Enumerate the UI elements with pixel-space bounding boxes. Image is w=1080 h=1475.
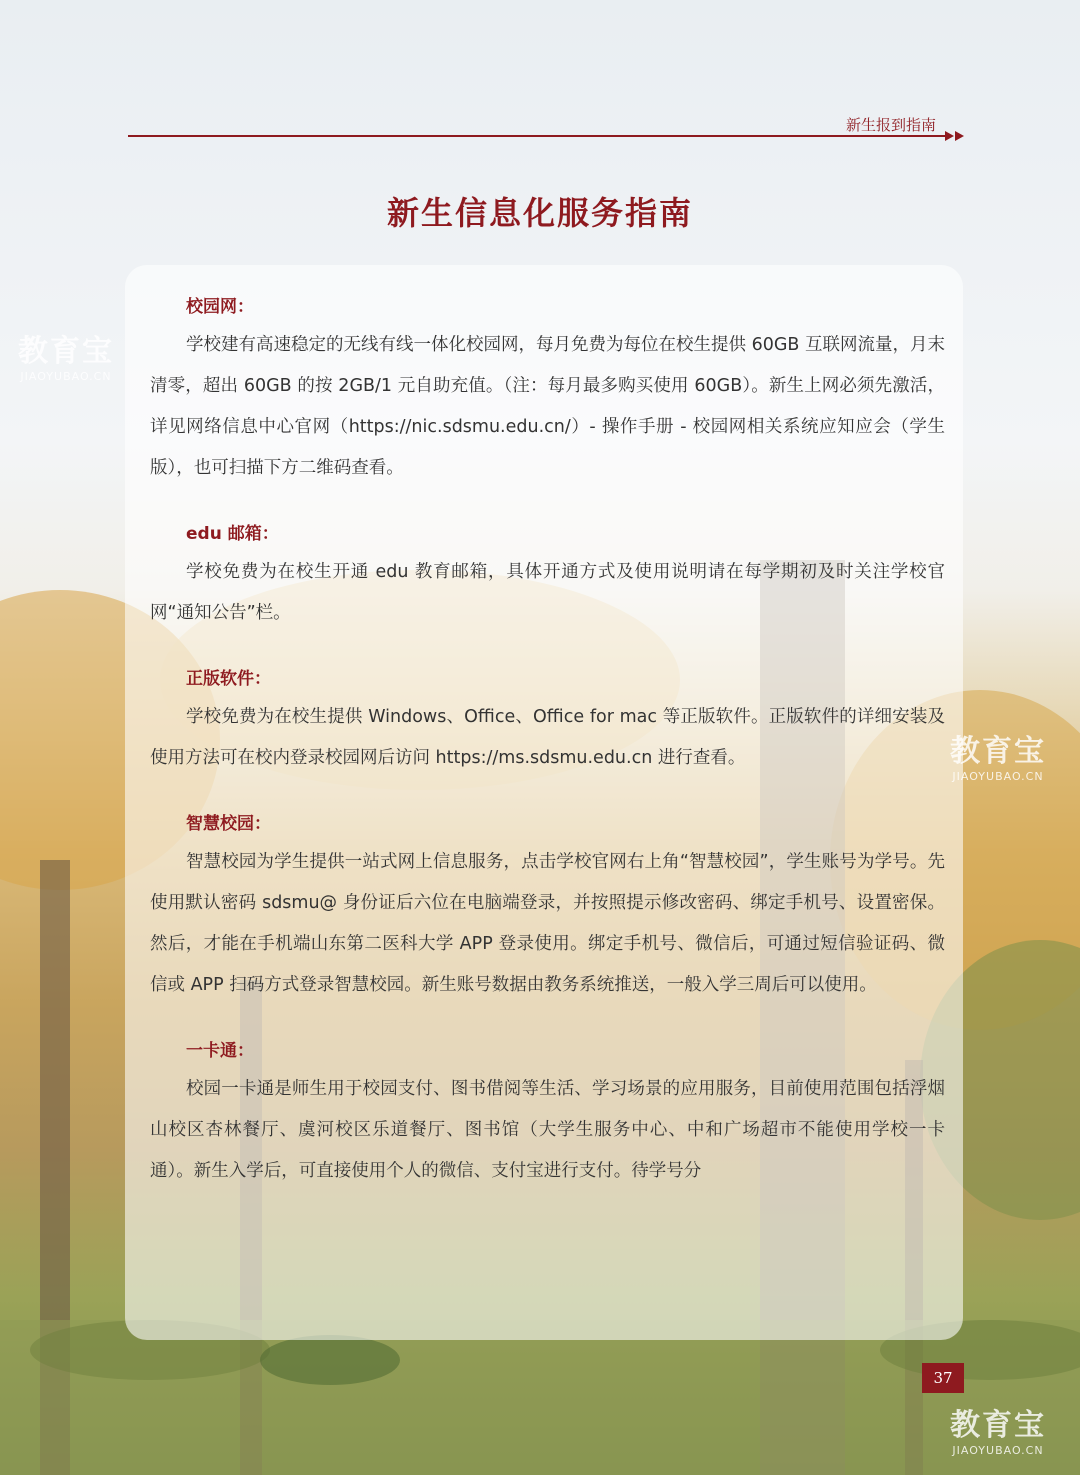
section-campus-card <box>150 1036 945 1192</box>
section-heading: 校园网： <box>186 297 254 317</box>
header-rule <box>128 135 948 137</box>
section-body: 智慧校园为学生提供一站式网上信息服务，点击学校官网右上角“智慧校园”，学生账号为学号。先使用默认密码 sdsmu@ 身份证后六位在电脑端登录，并按照提示修改密码、绑定手机号、设置密保。然后，才能在手机端山东第二医科大学 APP 登录使用。绑定手机号、微信后，可通过短信验证码、微信或 APP 扫码方式登录智慧校园。新生账号数据由教务系统推送，一般入学三周后可以使用。 <box>150 852 945 995</box>
section-body: 学校免费为在校生提供 Windows、Office、Office for mac 等正版软件。正版软件的详细安装及使用方法可在校内登录校园网后访问 https://ms.sdsmu.edu.cn 进行查看。 <box>150 707 945 768</box>
section-campus-network <box>150 292 945 489</box>
page-number: 37 <box>922 1363 964 1393</box>
section-header-label: 新生报到指南 <box>845 116 936 134</box>
section-body: 学校建有高速稳定的无线有线一体化校园网，每月免费为每位在校生提供 60GB 互联网流量，月末清零，超出 60GB 的按 2GB/1 元自助充值。（注：每月最多购买使用 60GB）。新生上网必须先激活，详见网络信息中心官网（https://nic.sdsmu.edu.cn/）- 操作手册 - 校园网相关系统应知应会（学生版），也可扫描下方二维码查看。 <box>150 335 945 478</box>
double-arrow-icon <box>945 130 967 142</box>
section-edu-email <box>150 519 945 634</box>
section-heading: 智慧校园： <box>186 814 271 834</box>
watermark-logo: 教育宝 JIAOYUBAO.CN <box>950 734 1046 783</box>
section-heading: 正版软件： <box>186 669 271 689</box>
guide-content <box>150 280 945 1222</box>
section-body: 校园一卡通是师生用于校园支付、图书借阅等生活、学习场景的应用服务，目前使用范围包括浮烟山校区杏林餐厅、虞河校区乐道餐厅、图书馆（大学生服务中心、中和广场超市不能使用学校一卡通）。新生入学后，可直接使用个人的微信、支付宝进行支付。待学号分 <box>150 1079 945 1181</box>
watermark-logo: 教育宝 JIAOYUBAO.CN <box>950 1408 1046 1457</box>
section-smart-campus <box>150 809 945 1006</box>
section-body: 学校免费为在校生开通 edu 教育邮箱，具体开通方式及使用说明请在每学期初及时关注学校官网“通知公告”栏。 <box>150 562 945 623</box>
page-title: 新生信息化服务指南 <box>386 194 693 232</box>
section-heading: edu 邮箱： <box>186 524 279 544</box>
section-licensed-software <box>150 664 945 779</box>
section-heading: 一卡通： <box>186 1041 254 1061</box>
watermark-logo: 教育宝 JIAOYUBAO.CN <box>18 334 114 383</box>
